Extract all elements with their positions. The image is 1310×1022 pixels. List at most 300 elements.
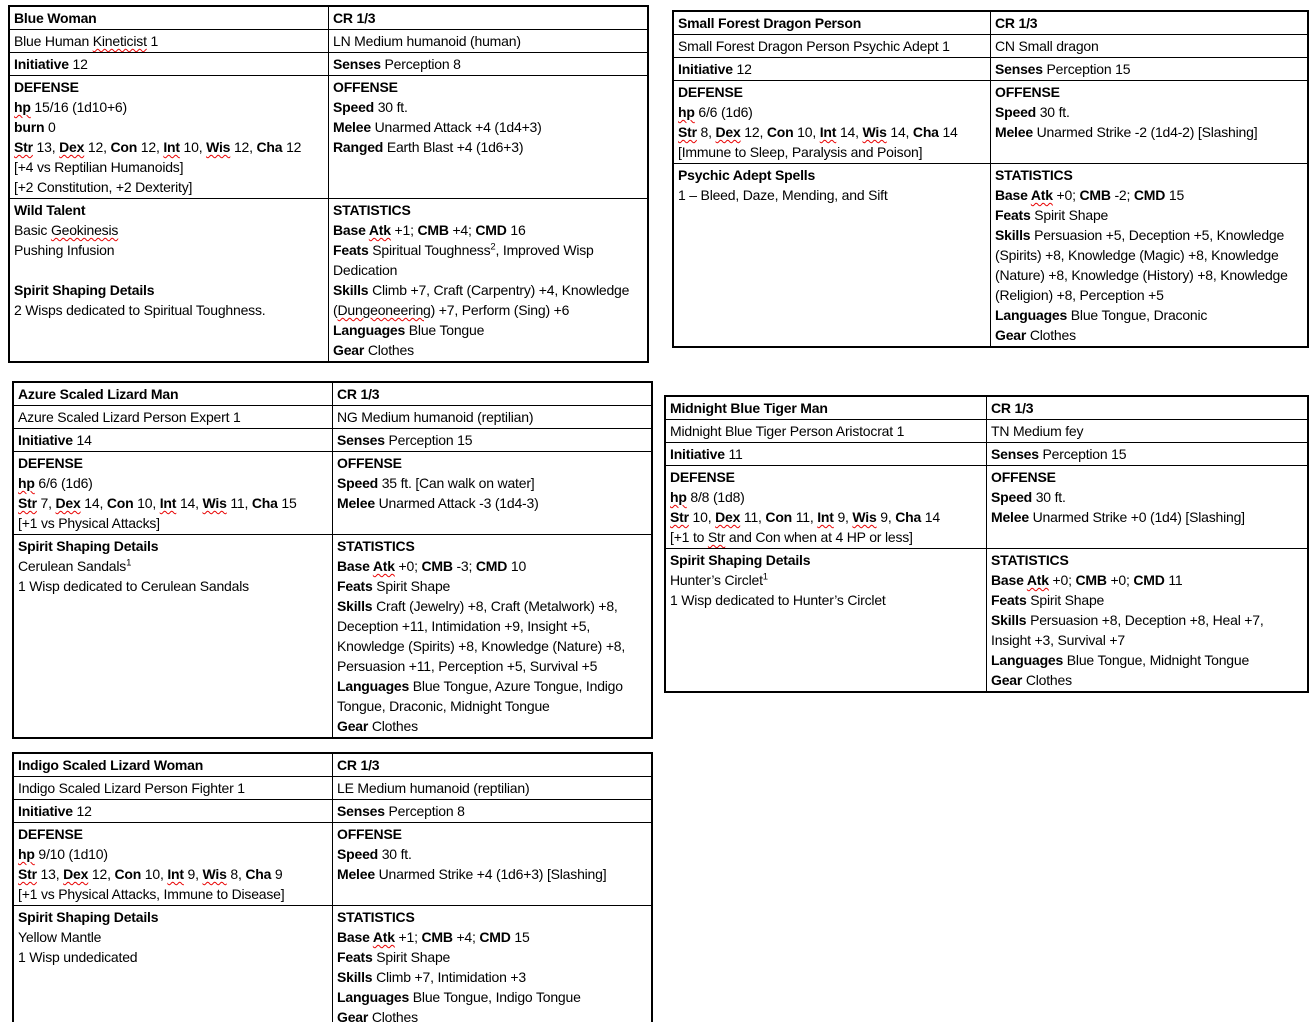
text-segment: Unarmed Attack +4 (1d4+3) [370,119,542,135]
text-segment: 14, [80,495,107,511]
text-line [18,430,328,450]
indigo-scaled-lizard-woman-defense-offense-left-cell [13,823,333,906]
text-segment: [+4 vs Reptilian Humanoids] [14,159,184,175]
text-line [333,340,643,360]
text-segment: Perception 8 [384,803,465,819]
text-segment: Feats [995,207,1031,223]
text-segment: Clothes [1026,327,1076,343]
midnight-blue-tiger-man-type-right-cell [987,420,1309,443]
azure-scaled-lizard-man-details-statistics-left-cell [13,535,333,739]
text-segment: Small Forest Dragon Person Psychic Adept 1 [678,38,950,54]
text-segment: Perception 8 [380,56,461,72]
text-line [14,177,324,197]
azure-scaled-lizard-man-defense-offense-right-cell [333,452,653,535]
text-line [995,13,1303,33]
text-line [991,467,1303,487]
text-line [337,801,647,821]
text-line [337,907,647,927]
azure-scaled-lizard-man-row-name [13,382,652,406]
text-segment: Yellow Mantle [18,929,102,945]
text-segment: CMB [421,558,453,574]
text-line [18,513,328,533]
text-line [678,165,986,185]
spellcheck-flagged-text: Str [670,509,689,525]
text-segment: Languages [337,989,410,1005]
text-line [333,200,643,220]
text-line [18,778,328,798]
text-line [337,864,647,884]
spellcheck-flagged-text: Kineticist [92,33,147,49]
statblock-indigo-scaled-lizard-woman [12,752,653,1022]
indigo-scaled-lizard-woman-initiative-right-cell [333,800,653,823]
text-segment: 12, [84,139,111,155]
azure-scaled-lizard-man-name-left-cell [13,382,333,406]
text-segment: CMD [475,558,508,574]
spellcheck-flagged-text: Dex [55,495,81,511]
text-segment: 15/16 (1d10+6) [30,99,127,115]
text-line [670,398,982,418]
indigo-scaled-lizard-woman-name-left-cell [13,753,333,777]
text-segment: 8, [696,124,716,140]
blue-woman-name-right-cell [329,6,649,30]
text-line [337,676,647,716]
text-segment: CMB [1079,187,1111,203]
text-segment: DEFENSE [18,455,83,471]
text-line [337,824,647,844]
text-line [18,473,328,493]
text-segment: 14, [176,495,203,511]
text-segment: Psychic Adept Spells [678,167,816,183]
text-segment: Senses [991,446,1039,462]
midnight-blue-tiger-man-row-initiative [665,443,1308,466]
text-line [333,97,643,117]
blue-woman-initiative-right-cell [329,53,649,76]
blue-woman-row-details-statistics [9,199,648,363]
spellcheck-flagged-text: Atk [1026,572,1049,588]
text-segment: Con [114,866,142,882]
indigo-scaled-lizard-woman-row-type [13,777,652,800]
midnight-blue-tiger-man-row-name [665,396,1308,420]
text-line [991,650,1303,670]
text-segment: Skills [333,282,369,298]
text-segment: Skills [337,969,373,985]
text-line [333,240,643,280]
text-line [18,453,328,473]
text-line [991,398,1303,418]
text-line [337,493,647,513]
text-segment: Melee [333,119,371,135]
text-segment: Cha [245,866,272,882]
text-segment: OFFENSE [995,84,1060,100]
text-segment: 2 Wisps dedicated to Spiritual Toughness. [14,302,266,318]
small-forest-dragon-person-row-name [673,11,1308,35]
spellcheck-flagged-text: Int [167,866,184,882]
text-segment: +0; [1052,187,1080,203]
text-segment: 9, [833,509,853,525]
text-segment: -2; [1110,187,1134,203]
text-segment: Clothes [1022,672,1072,688]
text-line [670,421,982,441]
azure-scaled-lizard-man-type-left-cell [13,406,333,429]
indigo-scaled-lizard-woman-details-statistics-left-cell [13,906,333,1022]
text-segment: Spirit Shaping Details [14,282,155,298]
text-line [678,82,986,102]
text-line [337,453,647,473]
small-forest-dragon-person-name-right-cell [991,11,1309,35]
text-line [337,536,647,556]
text-line [995,325,1303,345]
text-segment: Skills [337,598,373,614]
text-segment: burn [14,119,45,135]
spellcheck-flagged-text: Dex [715,509,741,525]
text-segment: Spirit Shape [372,578,451,594]
midnight-blue-tiger-man-row-details-statistics [665,549,1308,693]
text-segment: Melee [337,866,375,882]
spellcheck-flagged-text: Dex [59,139,85,155]
text-segment: Persuasion +8, Deception +8, Heal +7, Insight +3, Survival +7 [991,612,1264,648]
midnight-blue-tiger-man-table [664,395,1309,693]
spellcheck-flagged-text: Str [18,495,37,511]
text-segment: CR 1/3 [337,757,380,773]
text-segment: 6/6 (1d6) [694,104,753,120]
text-segment: 14 [921,509,940,525]
text-segment: 10 [507,558,527,574]
text-line [995,82,1303,102]
text-line [18,407,328,427]
spellcheck-flagged-text: Wis [852,509,877,525]
spellcheck-flagged-text: Wis [202,866,227,882]
text-line [678,13,986,33]
text-segment: STATISTICS [991,552,1069,568]
text-segment: LN Medium humanoid (human) [333,33,521,49]
azure-scaled-lizard-man-name-right-cell [333,382,653,406]
text-segment: +1; [390,222,418,238]
text-line [337,844,647,864]
small-forest-dragon-person-row-details-statistics [673,164,1308,348]
midnight-blue-tiger-man-details-statistics-left-cell [665,549,987,693]
text-line [14,97,324,117]
text-line [333,220,643,240]
text-line [337,947,647,967]
text-segment: Initiative [18,432,73,448]
text-segment: Gear [991,672,1023,688]
small-forest-dragon-person-defense-offense-left-cell [673,81,991,164]
text-segment: Feats [337,578,373,594]
small-forest-dragon-person-row-type [673,35,1308,58]
text-line [14,300,324,320]
text-line [14,8,324,28]
text-segment: CMB [1075,572,1107,588]
text-segment: Pushing Infusion [14,242,115,258]
text-segment: 9, [183,866,203,882]
text-segment: 15 [277,495,297,511]
blue-woman-name-left-cell [9,6,329,30]
blue-woman-row-defense-offense [9,76,648,199]
text-segment: Languages [333,322,406,338]
text-segment: Perception 15 [1042,61,1131,77]
text-line [991,421,1303,441]
text-segment: 10, [793,124,820,140]
text-segment: [+1 vs Physical Attacks, Immune to Disease] [18,886,285,902]
text-segment: Unarmed Strike +4 (1d6+3) [Slashing] [374,866,607,882]
text-line [333,117,643,137]
text-segment: OFFENSE [991,469,1056,485]
midnight-blue-tiger-man-defense-offense-right-cell [987,466,1309,549]
small-forest-dragon-person-details-statistics-right-cell [991,164,1309,348]
text-segment: Blue Tongue, Indigo Tongue [409,989,581,1005]
text-line [991,444,1303,464]
text-line [18,864,328,884]
text-segment: [Immune to Sleep, Paralysis and Poison] [678,144,923,160]
spellcheck-flagged-text: Atk [368,222,391,238]
text-line [678,59,986,79]
text-segment: Speed [991,489,1033,505]
blue-woman-table [8,5,649,363]
indigo-scaled-lizard-woman-row-name [13,753,652,777]
text-segment: Persuasion +5, Deception +5, Knowledge (Spirits) +8, Knowledge (Magic) +8, Knowledge (Nature) +8, Knowledge (History) +8, Knowledge (Religion) +8, Perception +5 [995,227,1288,303]
text-line [14,117,324,137]
small-forest-dragon-person-row-defense-offense [673,81,1308,164]
text-segment: Indigo Scaled Lizard Woman [18,757,204,773]
small-forest-dragon-person-initiative-left-cell [673,58,991,81]
text-segment: +4; [448,222,476,238]
text-segment: Blue Woman [14,10,97,26]
text-segment: Base [337,558,373,574]
text-segment: CMB [417,222,449,238]
text-line [670,527,982,547]
text-segment: 12, [230,139,257,155]
text-segment: 9, [876,509,896,525]
azure-scaled-lizard-man-details-statistics-right-cell [333,535,653,739]
text-line [333,320,643,340]
text-segment: 14 [938,124,958,140]
text-segment: Melee [995,124,1033,140]
small-forest-dragon-person-row-initiative [673,58,1308,81]
text-line [991,590,1303,610]
text-segment: 15 [1165,187,1185,203]
text-segment: Melee [337,495,375,511]
text-segment: 1 [126,557,132,569]
text-segment: Gear [337,1009,369,1022]
text-segment: DEFENSE [678,84,743,100]
text-segment: 8, [226,866,246,882]
text-segment: Speed [337,846,379,862]
text-segment: Spirit Shaping Details [18,909,159,925]
text-segment: Gear [337,718,369,734]
text-line [670,570,982,590]
text-segment: NG Medium humanoid (reptilian) [337,409,534,425]
text-segment: Unarmed Strike +0 (1d4) [Slashing] [1028,509,1245,525]
text-segment: 12, [88,866,115,882]
text-segment: CR 1/3 [337,386,380,402]
text-segment: 12 [732,61,752,77]
text-segment: +0; [394,558,422,574]
text-segment: Blue Human [14,33,93,49]
text-segment: Senses [333,56,381,72]
text-segment: 12 [68,56,88,72]
text-line [337,967,647,987]
text-line [14,200,324,220]
azure-scaled-lizard-man-initiative-left-cell [13,429,333,452]
text-segment: Cha [251,495,278,511]
text-line [14,157,324,177]
text-segment: Cha [912,124,939,140]
text-segment: CMD [1133,187,1166,203]
text-segment: DEFENSE [670,469,735,485]
text-line [18,927,328,947]
text-segment: CR 1/3 [991,400,1034,416]
spellcheck-flagged-text: Int [817,509,834,525]
indigo-scaled-lizard-woman-details-statistics-right-cell [333,906,653,1022]
spellcheck-flagged-text: Atk [1030,187,1053,203]
text-line [18,947,328,967]
text-line [337,473,647,493]
small-forest-dragon-person-initiative-right-cell [991,58,1309,81]
statblock-blue-woman [8,5,649,363]
indigo-scaled-lizard-woman-row-details-statistics [13,906,652,1022]
text-segment: STATISTICS [995,167,1073,183]
spellcheck-flagged-text: hp [670,489,687,505]
indigo-scaled-lizard-woman-name-right-cell [333,753,653,777]
text-segment: Senses [995,61,1043,77]
text-segment: 6/6 (1d6) [34,475,93,491]
text-segment: TN Medium fey [991,423,1084,439]
text-segment: 9 [271,866,283,882]
text-segment: Feats [333,242,369,258]
text-segment: Languages [995,307,1068,323]
text-line [14,77,324,97]
blue-woman-defense-offense-left-cell [9,76,329,199]
text-line [333,280,643,320]
text-line [18,907,328,927]
text-segment: Initiative [678,61,733,77]
text-segment: Cha [895,509,922,525]
text-segment: +4; [452,929,480,945]
text-line [670,444,982,464]
text-segment: Blue Tongue, Midnight Tongue [1063,652,1250,668]
text-line [337,430,647,450]
text-segment: Gear [995,327,1027,343]
text-line [18,576,328,596]
text-segment: 12 [282,139,302,155]
text-segment: 12, [740,124,767,140]
text-segment: Earth Blast +4 (1d6+3) [383,139,524,155]
midnight-blue-tiger-man-type-left-cell [665,420,987,443]
text-line [995,225,1303,305]
text-segment: CMD [479,929,511,945]
text-segment: Midnight Blue Tiger Man [670,400,828,416]
small-forest-dragon-person-defense-offense-right-cell [991,81,1309,164]
text-line [995,102,1303,122]
statblock-azure-scaled-lizard-man [12,381,653,739]
text-segment: CR 1/3 [995,15,1038,31]
text-segment: OFFENSE [337,455,402,471]
text-segment: OFFENSE [337,826,402,842]
spellcheck-flagged-text: Int [819,124,837,140]
text-line [678,122,986,142]
text-line [337,778,647,798]
text-segment: 13, [36,866,64,882]
spellcheck-flagged-text: Str [707,529,726,545]
small-forest-dragon-person-table [672,10,1309,348]
text-segment: Languages [991,652,1064,668]
text-segment: Cha [256,139,283,155]
statblock-midnight-blue-tiger-man [664,395,1309,693]
text-segment: Azure Scaled Lizard Man [18,386,179,402]
text-segment: 2 [490,241,496,253]
text-segment: Cerulean Sandals [18,558,127,574]
text-segment: Unarmed Strike -2 (1d4-2) [Slashing] [1032,124,1258,140]
text-line [18,824,328,844]
text-line [337,576,647,596]
indigo-scaled-lizard-woman-table [12,752,653,1022]
text-line [337,716,647,736]
text-line [670,550,982,570]
indigo-scaled-lizard-woman-initiative-left-cell [13,800,333,823]
text-line [18,755,328,775]
indigo-scaled-lizard-woman-row-defense-offense [13,823,652,906]
text-segment: Base [333,222,369,238]
azure-scaled-lizard-man-row-details-statistics [13,535,652,739]
text-segment: Initiative [18,803,73,819]
text-line [670,487,982,507]
text-segment: Perception 15 [1038,446,1127,462]
text-line [333,31,643,51]
text-line [337,1007,647,1022]
text-segment: Initiative [14,56,69,72]
text-segment: 10, [141,866,168,882]
text-segment: Indigo Scaled Lizard Person Fighter 1 [18,780,245,796]
spellcheck-flagged-text: Str [14,139,33,155]
text-segment: Spirit Shaping Details [18,538,159,554]
text-line [14,31,324,51]
text-line [995,185,1303,205]
text-segment: 8/8 (1d8) [686,489,745,505]
text-segment: 11 [724,446,743,462]
text-segment: Base [991,572,1027,588]
text-segment: 11 [1164,572,1183,588]
indigo-scaled-lizard-woman-row-initiative [13,800,652,823]
text-line [333,77,643,97]
text-line [337,384,647,404]
spellcheck-flagged-text: Wis [206,139,231,155]
text-line [18,556,328,576]
text-segment: 30 ft. [378,846,412,862]
text-segment: 13, [32,139,60,155]
text-segment: DEFENSE [14,79,79,95]
text-line [991,507,1303,527]
text-segment: 14, [836,124,863,140]
spellcheck-flagged-text: hp [14,99,31,115]
spellcheck-flagged-text: Wis [202,495,227,511]
blue-woman-row-initiative [9,53,648,76]
text-segment: Climb +7, Intimidation +3 [372,969,526,985]
text-segment: 10, [133,495,160,511]
text-segment: Spirit Shape [1030,207,1109,223]
text-line [333,54,643,74]
blue-woman-row-type [9,30,648,53]
text-segment: , Improved Wisp Dedication [333,242,594,278]
text-segment: DEFENSE [18,826,83,842]
text-segment: 1 [762,571,768,583]
text-segment: 12 [72,803,92,819]
text-line [678,102,986,122]
text-segment: 1 Wisp dedicated to Hunter’s Circlet [670,592,886,608]
text-line [337,755,647,775]
text-segment: Blue Tongue, Draconic [1067,307,1208,323]
text-line [991,570,1303,590]
text-line [991,670,1303,690]
